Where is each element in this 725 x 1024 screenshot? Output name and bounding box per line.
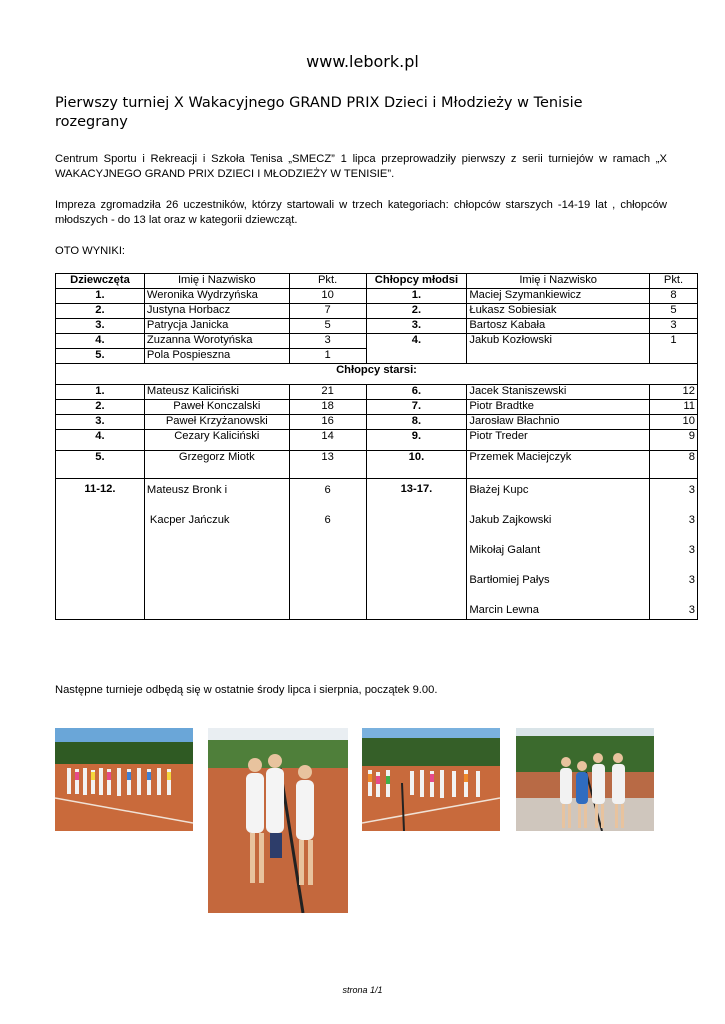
- points: 7: [289, 304, 366, 319]
- table-row: [56, 304, 698, 319]
- place: 1.: [56, 289, 145, 304]
- section-header-row: [56, 364, 698, 385]
- place: 3.: [366, 319, 467, 334]
- points: 3: [650, 319, 698, 334]
- header-points: Pkt.: [289, 274, 366, 289]
- points: 3: [688, 484, 695, 496]
- points: 1: [650, 334, 698, 364]
- tie-right-points: [650, 479, 698, 620]
- place: 7.: [366, 400, 467, 415]
- tie-right-names: [467, 479, 650, 620]
- player-name: Paweł Konczalski: [144, 400, 289, 415]
- header-name: Imię i Nazwisko: [144, 274, 289, 289]
- group-photo-2: [362, 728, 500, 831]
- points: 5: [650, 304, 698, 319]
- article-title: Pierwszy turniej X Wakacyjnego GRAND PRIX Dzieci i Młodzieży w Tenisie rozegrany: [55, 95, 583, 130]
- place: 4.: [366, 334, 467, 364]
- header-points: Pkt.: [650, 274, 698, 289]
- place: 10.: [366, 451, 467, 479]
- header-boys-young: Chłopcy młodsi: [366, 274, 467, 289]
- summary-paragraph: Impreza zgromadziła 26 uczestników, którzy startowali w trzech kategoriach: chłopców starszych -14-19 lat , chłopców młodszych - do 13 lat oraz w kategorii dziewcząt.: [55, 199, 667, 226]
- table-row: [56, 400, 698, 415]
- points: 3: [688, 514, 695, 526]
- place: 13-17.: [366, 479, 467, 620]
- header-boys-old: Chłopcy starsi:: [56, 364, 698, 385]
- player-name: Piotr Treder: [467, 430, 650, 451]
- place: 8.: [366, 415, 467, 430]
- place: 1.: [56, 385, 145, 400]
- points: 3: [688, 574, 695, 586]
- tie-left-names: [144, 479, 289, 620]
- place: 4.: [56, 334, 145, 349]
- page-footer: strona 1/1: [342, 985, 383, 995]
- points: 5: [289, 319, 366, 334]
- place: 2.: [56, 304, 145, 319]
- player-name: Justyna Horbacz: [144, 304, 289, 319]
- place: 5.: [56, 451, 145, 479]
- table-row: [56, 319, 698, 334]
- place: 2.: [366, 304, 467, 319]
- player-name: Kacper Jańczuk: [149, 514, 230, 526]
- player-name: Błażej Kupc: [469, 484, 529, 496]
- group-photo-1: [55, 728, 193, 831]
- place: 11-12.: [56, 479, 145, 620]
- player-name: Mikołaj Galant: [469, 544, 541, 556]
- next-tournaments-note: Następne turnieje odbędą się w ostatnie środy lipca i sierpnia, początek 9.00.: [55, 684, 438, 696]
- handshake-photo: [208, 728, 348, 913]
- table-row: [56, 289, 698, 304]
- player-name: Paweł Krzyżanowski: [144, 415, 289, 430]
- header-girls: Dziewczęta: [56, 274, 145, 289]
- place: 1.: [366, 289, 467, 304]
- points: 3: [289, 334, 366, 349]
- points: 16: [289, 415, 366, 430]
- points: 12: [650, 385, 698, 400]
- table-row: [56, 415, 698, 430]
- player-name: Piotr Bradtke: [467, 400, 650, 415]
- points: 3: [688, 544, 695, 556]
- points: 8: [650, 451, 698, 479]
- player-name: Zuzanna Worotyńska: [144, 334, 289, 349]
- points: 8: [650, 289, 698, 304]
- player-name: Jakub Zajkowski: [469, 514, 552, 526]
- points: 13: [289, 451, 366, 479]
- table-row: [56, 430, 698, 451]
- player-name: Łukasz Sobiesiak: [467, 304, 650, 319]
- points: 9: [650, 430, 698, 451]
- player-name: Jacek Staniszewski: [467, 385, 650, 400]
- player-name: Bartosz Kabała: [467, 319, 650, 334]
- place: 9.: [366, 430, 467, 451]
- player-name: Weronika Wydrzyńska: [144, 289, 289, 304]
- table-row-ties: [56, 479, 698, 620]
- player-name: Cezary Kaliciński: [144, 430, 289, 451]
- table-row: [56, 385, 698, 400]
- player-name: Jarosław Błachnio: [467, 415, 650, 430]
- place: 4.: [56, 430, 145, 451]
- place: 6.: [366, 385, 467, 400]
- player-name: Pola Pospieszna: [144, 349, 289, 364]
- place: 3.: [56, 319, 145, 334]
- player-name: Jakub Kozłowski: [467, 334, 650, 364]
- header-name: Imię i Nazwisko: [467, 274, 650, 289]
- player-name: Grzegorz Miotk: [144, 451, 289, 479]
- points: 6: [324, 514, 331, 526]
- player-name: Przemek Maciejczyk: [467, 451, 650, 479]
- player-name: Mateusz Bronk i: [146, 484, 228, 496]
- points: 14: [289, 430, 366, 451]
- place: 2.: [56, 400, 145, 415]
- points: 18: [289, 400, 366, 415]
- points: 11: [650, 400, 698, 415]
- player-name: Mateusz Kaliciński: [144, 385, 289, 400]
- points: 1: [289, 349, 366, 364]
- player-name: Patrycja Janicka: [144, 319, 289, 334]
- table-row: [56, 451, 698, 479]
- players-photo: [516, 728, 654, 831]
- points: 3: [688, 604, 695, 616]
- points: 21: [289, 385, 366, 400]
- results-table: [55, 273, 698, 620]
- tie-left-points: [289, 479, 366, 620]
- results-heading: OTO WYNIKI:: [55, 245, 126, 257]
- player-name: Maciej Szymankiewicz: [467, 289, 650, 304]
- place: 5.: [56, 349, 145, 364]
- points: 10: [289, 289, 366, 304]
- points: 10: [650, 415, 698, 430]
- table-row: [56, 334, 698, 349]
- intro-paragraph: Centrum Sportu i Rekreacji i Szkoła Tenisa „SMECZ” 1 lipca przeprowadziły pierwszy z serii turniejów w ramach „X WAKACYJNEGO GRAND PRIX DZIECI I MŁODZIEŻY W TENISIE”.: [55, 153, 667, 180]
- points: 6: [324, 484, 331, 496]
- table-header-row: [56, 274, 698, 289]
- site-url: www.lebork.pl: [306, 52, 419, 71]
- player-name: Bartłomiej Pałys: [469, 574, 550, 586]
- player-name: Marcin Lewna: [469, 604, 539, 616]
- place: 3.: [56, 415, 145, 430]
